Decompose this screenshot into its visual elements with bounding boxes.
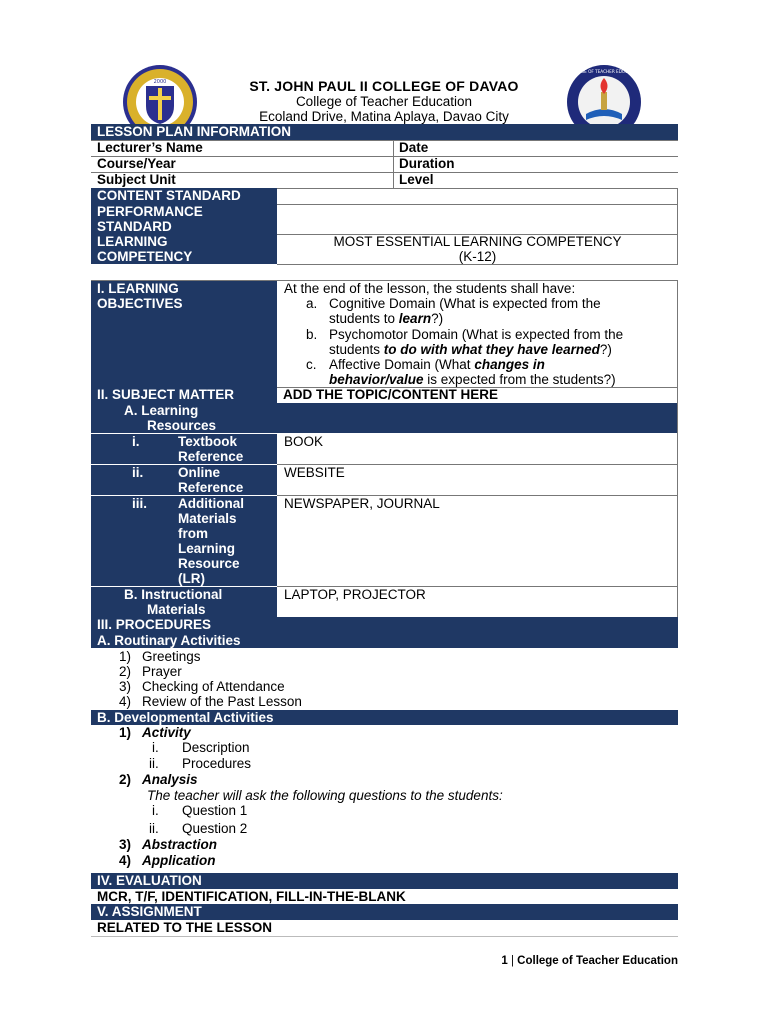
- analysis-note: The teacher will ask the following questions to the students:: [147, 788, 503, 803]
- routinary-item-3: Checking of Attendance: [142, 679, 285, 694]
- question-2: Question 2: [182, 821, 248, 836]
- page-footer: [501, 955, 678, 967]
- learning-competency-cell: [91, 234, 277, 264]
- performance-standard-label-2: STANDARD: [97, 219, 172, 234]
- objective-b-line-2: students to do with what they have learned?): [329, 342, 612, 357]
- textbook-marker: i.: [132, 434, 140, 449]
- online-marker: ii.: [132, 465, 144, 480]
- additional-marker: iii.: [132, 496, 148, 511]
- question-1: Question 1: [182, 803, 248, 818]
- melc-subtitle: (K-12): [458, 249, 497, 264]
- learning-resources-row: [91, 403, 678, 433]
- application-label: Application: [142, 853, 216, 868]
- duration-label: Duration: [399, 156, 455, 171]
- activity-ii-marker: ii.: [149, 756, 159, 771]
- footer-college: College of Teacher Education: [517, 955, 678, 967]
- routinary-marker-4: 4): [119, 694, 132, 709]
- instructional-label-1: B. Instructional: [124, 587, 223, 602]
- content-standard-label: CONTENT STANDARD: [91, 188, 277, 204]
- online-reference-cell: [91, 465, 277, 495]
- activity-procedures: Procedures: [182, 756, 252, 771]
- objective-c-marker: c.: [306, 357, 317, 372]
- analysis-i-marker: i.: [152, 803, 159, 818]
- online-label-2: Reference: [178, 480, 244, 495]
- developmental-activities-header: B. Developmental Activities: [91, 710, 678, 725]
- objectives-intro: At the end of the lesson, the students shall have:: [284, 281, 576, 296]
- textbook-value: BOOK: [284, 434, 324, 449]
- footer-separator: |: [510, 955, 514, 967]
- level-label: Level: [399, 172, 434, 187]
- performance-standard-cell: [91, 204, 277, 234]
- svg-text:2000: 2000: [153, 79, 167, 85]
- learning-objectives-cell: [91, 281, 277, 387]
- textbook-label-1: Textbook: [178, 434, 238, 449]
- routinary-item-4: Review of the Past Lesson: [142, 694, 302, 709]
- assignment-header: V. ASSIGNMENT: [91, 904, 678, 920]
- additional-materials-cell: [91, 496, 277, 586]
- routinary-item-2: Prayer: [142, 664, 182, 679]
- activity-marker: 1): [119, 725, 132, 740]
- analysis-label: Analysis: [142, 772, 198, 787]
- performance-standard-label-1: PERFORMANCE: [97, 204, 203, 219]
- learning-objectives-label-1: I. LEARNING: [97, 281, 179, 296]
- additional-label-4: Learning: [178, 541, 236, 556]
- routinary-marker-2: 2): [119, 664, 132, 679]
- application-marker: 4): [119, 853, 132, 868]
- routinary-marker-1: 1): [119, 649, 132, 664]
- college-name: College of Teacher Education: [295, 94, 473, 109]
- evaluation-header: IV. EVALUATION: [91, 873, 678, 889]
- online-value: WEBSITE: [284, 465, 345, 480]
- routinary-activities-header: A. Routinary Activities: [91, 633, 678, 648]
- school-address: Ecoland Drive, Matina Aplaya, Davao City: [259, 109, 509, 124]
- date-label: Date: [399, 140, 429, 155]
- school-name: ST. JOHN PAUL II COLLEGE OF DAVAO: [249, 78, 519, 94]
- activity-description: Description: [182, 740, 250, 755]
- objective-c-line-1: Affective Domain (What changes in: [329, 357, 545, 372]
- analysis-marker: 2): [119, 772, 132, 787]
- melc-title: MOST ESSENTIAL LEARNING COMPETENCY: [333, 234, 622, 249]
- svg-text:COLLEGE OF TEACHER EDUCATION: COLLEGE OF TEACHER EDUCATION: [567, 69, 641, 74]
- textbook-label-2: Reference: [178, 449, 244, 464]
- learning-resources-label-1: A. Learning: [124, 403, 199, 418]
- learning-competency-label-1: LEARNING: [97, 234, 168, 249]
- objective-b-line-1: Psychomotor Domain (What is expected from the: [329, 327, 624, 342]
- instructional-materials-cell: [91, 587, 277, 617]
- additional-label-6: (LR): [178, 571, 205, 586]
- evaluation-value: MCR, T/F, IDENTIFICATION, FILL-IN-THE-BLANK: [97, 889, 406, 904]
- course-year-label: Course/Year: [97, 156, 176, 171]
- abstraction-marker: 3): [119, 837, 132, 852]
- lecturer-name-label: Lecturer’s Name: [97, 140, 203, 155]
- additional-label-1: Additional: [178, 496, 244, 511]
- abstraction-label: Abstraction: [142, 837, 218, 852]
- routinary-item-1: Greetings: [142, 649, 201, 664]
- page-number: 1: [501, 955, 508, 967]
- learning-objectives-label-2: OBJECTIVES: [97, 296, 183, 311]
- additional-label-3: from: [178, 526, 208, 541]
- objective-a-line-2: students to learn?): [329, 311, 444, 326]
- activity-label: Activity: [142, 725, 191, 740]
- objective-a-marker: a.: [306, 296, 318, 311]
- routinary-marker-3: 3): [119, 679, 132, 694]
- additional-value: NEWSPAPER, JOURNAL: [284, 496, 440, 511]
- additional-label-2: Materials: [178, 511, 237, 526]
- lesson-plan-information-header: LESSON PLAN INFORMATION: [91, 124, 678, 140]
- subject-unit-label: Subject Unit: [97, 172, 176, 187]
- textbook-reference-cell: [91, 434, 277, 464]
- objective-a-line-1: Cognitive Domain (What is expected from the: [329, 296, 601, 311]
- learning-competency-label-2: COMPETENCY: [97, 249, 193, 264]
- activity-i-marker: i.: [152, 740, 159, 755]
- objective-c-line-2: behavior/value is expected from the students?): [329, 372, 616, 387]
- assignment-value: RELATED TO THE LESSON: [97, 920, 273, 935]
- instructional-label-2: Materials: [147, 602, 206, 617]
- subject-matter-label: II. SUBJECT MATTER: [91, 387, 277, 403]
- procedures-header: III. PROCEDURES: [91, 617, 678, 633]
- topic-placeholder: ADD THE TOPIC/CONTENT HERE: [283, 387, 499, 402]
- analysis-ii-marker: ii.: [149, 821, 159, 836]
- learning-resources-label-2: Resources: [147, 418, 217, 433]
- instructional-value: LAPTOP, PROJECTOR: [284, 587, 426, 602]
- additional-label-5: Resource: [178, 556, 240, 571]
- online-label-1: Online: [178, 465, 221, 480]
- objective-b-marker: b.: [306, 327, 318, 342]
